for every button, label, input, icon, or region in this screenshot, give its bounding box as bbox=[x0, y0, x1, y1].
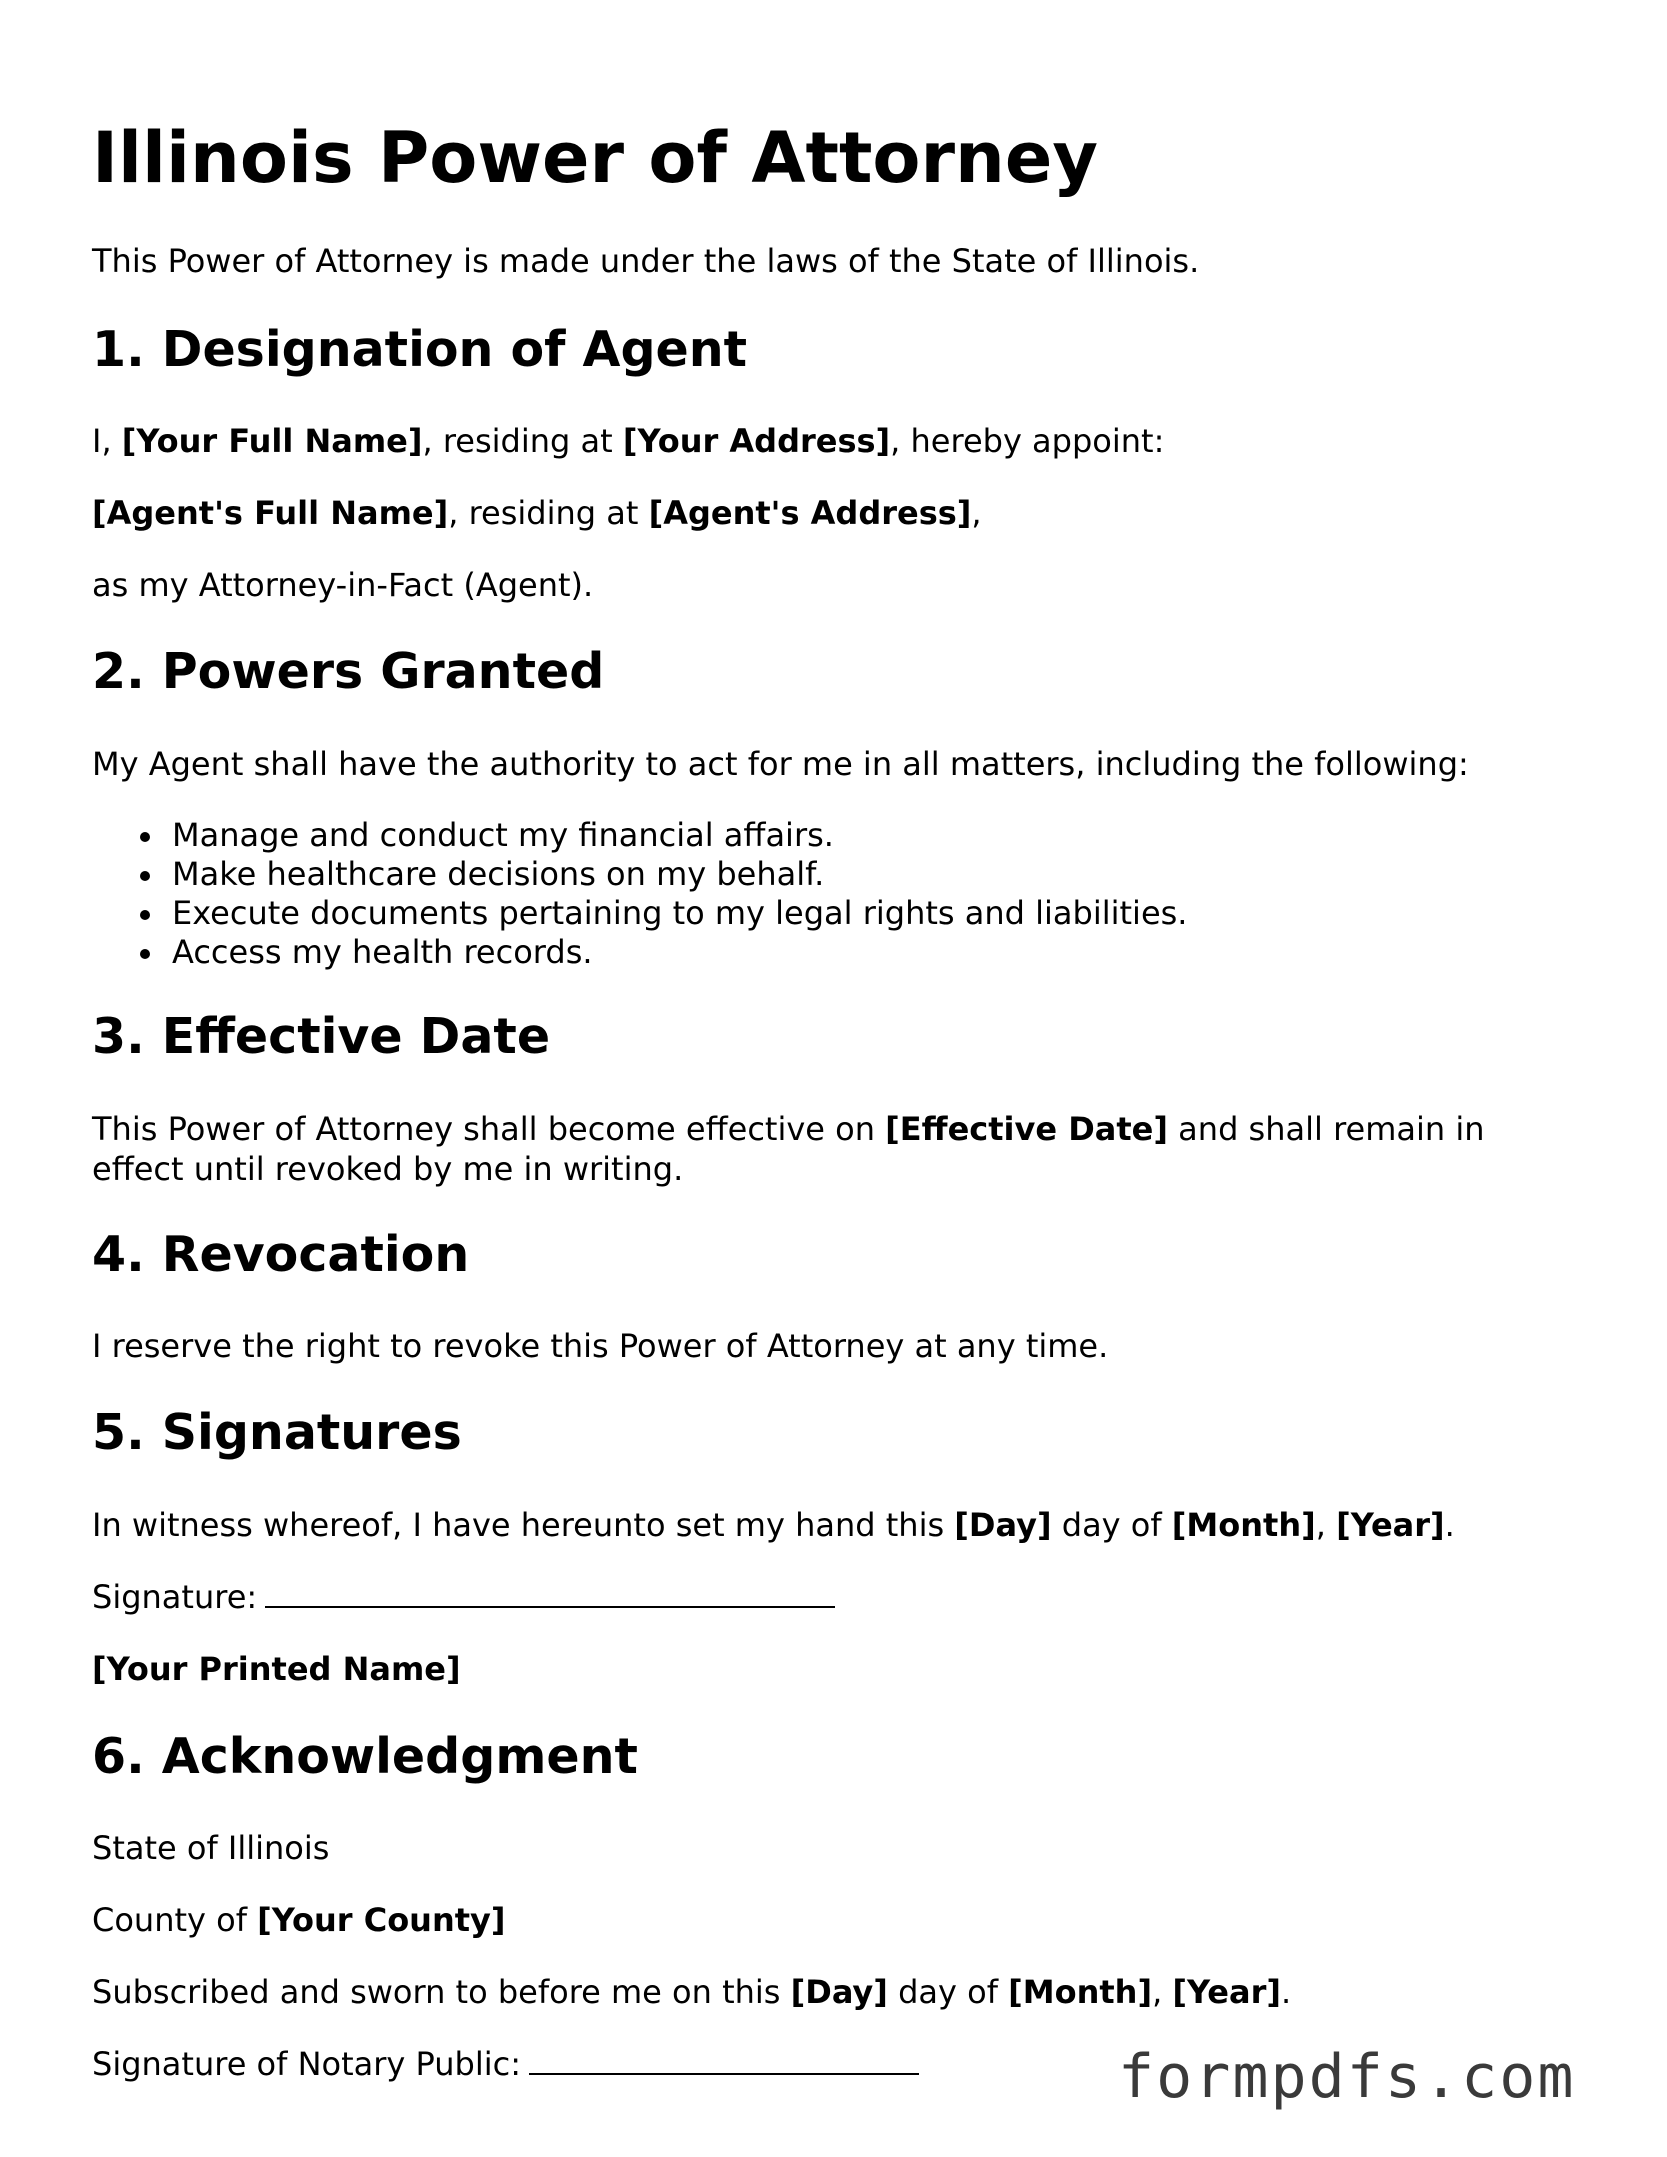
text-segment: . bbox=[1280, 1973, 1292, 2011]
text-segment: , residing at bbox=[422, 422, 623, 460]
watermark: formpdfs.com bbox=[1118, 2042, 1576, 2112]
list-item: Make healthcare decisions on my behalf. bbox=[92, 855, 1187, 894]
section-2-heading: 2. Powers Granted bbox=[92, 643, 605, 700]
printed-name-placeholder: [Your Printed Name] bbox=[92, 1650, 461, 1688]
month-placeholder: [Month] bbox=[1008, 1973, 1153, 2011]
agent-address-placeholder: [Agent's Address] bbox=[648, 494, 972, 532]
text-segment: , residing at bbox=[448, 494, 649, 532]
list-item: Execute documents pertaining to my legal rights and liabilities. bbox=[92, 894, 1187, 933]
year-placeholder: [Year] bbox=[1336, 1506, 1445, 1544]
principal-line bbox=[92, 421, 1164, 461]
effective-date-paragraph bbox=[92, 1109, 1532, 1189]
powers-list bbox=[92, 816, 1187, 972]
signature-row bbox=[92, 1577, 835, 1617]
sworn-line bbox=[92, 1972, 1291, 2012]
revocation-paragraph: I reserve the right to revoke this Power of Attorney at any time. bbox=[92, 1327, 1109, 1365]
section-5-heading: 5. Signatures bbox=[92, 1404, 462, 1461]
month-placeholder: [Month] bbox=[1171, 1506, 1316, 1544]
text-segment: . bbox=[1444, 1506, 1455, 1544]
principal-name-placeholder: [Your Full Name] bbox=[121, 422, 423, 460]
text-segment: I, bbox=[92, 422, 122, 460]
list-item: Access my health records. bbox=[92, 933, 1187, 972]
section-6-heading: 6. Acknowledgment bbox=[92, 1728, 638, 1785]
text-segment: , bbox=[1315, 1506, 1337, 1544]
county-line bbox=[92, 1900, 506, 1940]
state-line: State of Illinois bbox=[92, 1829, 330, 1867]
signature-line[interactable] bbox=[265, 1578, 835, 1608]
text-segment: and shall remain in effect until revoked by me in writing. bbox=[92, 1110, 1485, 1188]
text-segment: This Power of Attorney shall become effective on bbox=[92, 1110, 886, 1148]
section-3-heading: 3. Effective Date bbox=[92, 1008, 551, 1065]
day-placeholder: [Day] bbox=[790, 1973, 888, 2011]
text-segment: day of bbox=[887, 1973, 1009, 2011]
text-segment: County of bbox=[92, 1901, 258, 1939]
witness-line bbox=[92, 1505, 1455, 1545]
printed-name-line bbox=[92, 1649, 461, 1689]
intro-paragraph: This Power of Attorney is made under the laws of the State of Illinois. bbox=[92, 242, 1200, 280]
text-segment: Subscribed and sworn to before me on this bbox=[92, 1973, 791, 2011]
text-segment: , hereby appoint: bbox=[890, 422, 1165, 460]
text-segment: In witness whereof, I have hereunto set my hand this bbox=[92, 1506, 955, 1544]
notary-signature-line[interactable] bbox=[529, 2045, 919, 2075]
agent-name-placeholder: [Agent's Full Name] bbox=[92, 494, 449, 532]
notary-row bbox=[92, 2044, 919, 2084]
section-4-heading: 4. Revocation bbox=[92, 1226, 470, 1283]
principal-address-placeholder: [Your Address] bbox=[622, 422, 891, 460]
effective-date-placeholder: [Effective Date] bbox=[885, 1110, 1168, 1148]
day-placeholder: [Day] bbox=[954, 1506, 1052, 1544]
year-placeholder: [Year] bbox=[1172, 1973, 1281, 2011]
notary-label: Signature of Notary Public: bbox=[92, 2045, 521, 2083]
list-item: Manage and conduct my financial affairs. bbox=[92, 816, 1187, 855]
county-placeholder: [Your County] bbox=[257, 1901, 506, 1939]
text-segment: day of bbox=[1051, 1506, 1172, 1544]
powers-intro: My Agent shall have the authority to act for me in all matters, including the following: bbox=[92, 745, 1469, 783]
signature-label: Signature: bbox=[92, 1578, 258, 1616]
agent-line bbox=[92, 493, 982, 533]
agent-role-line: as my Attorney-in-Fact (Agent). bbox=[92, 566, 594, 604]
text-segment: , bbox=[971, 494, 982, 532]
section-1-heading: 1. Designation of Agent bbox=[92, 321, 748, 378]
text-segment: , bbox=[1152, 1973, 1173, 2011]
document-title: Illinois Power of Attorney bbox=[92, 117, 1098, 199]
